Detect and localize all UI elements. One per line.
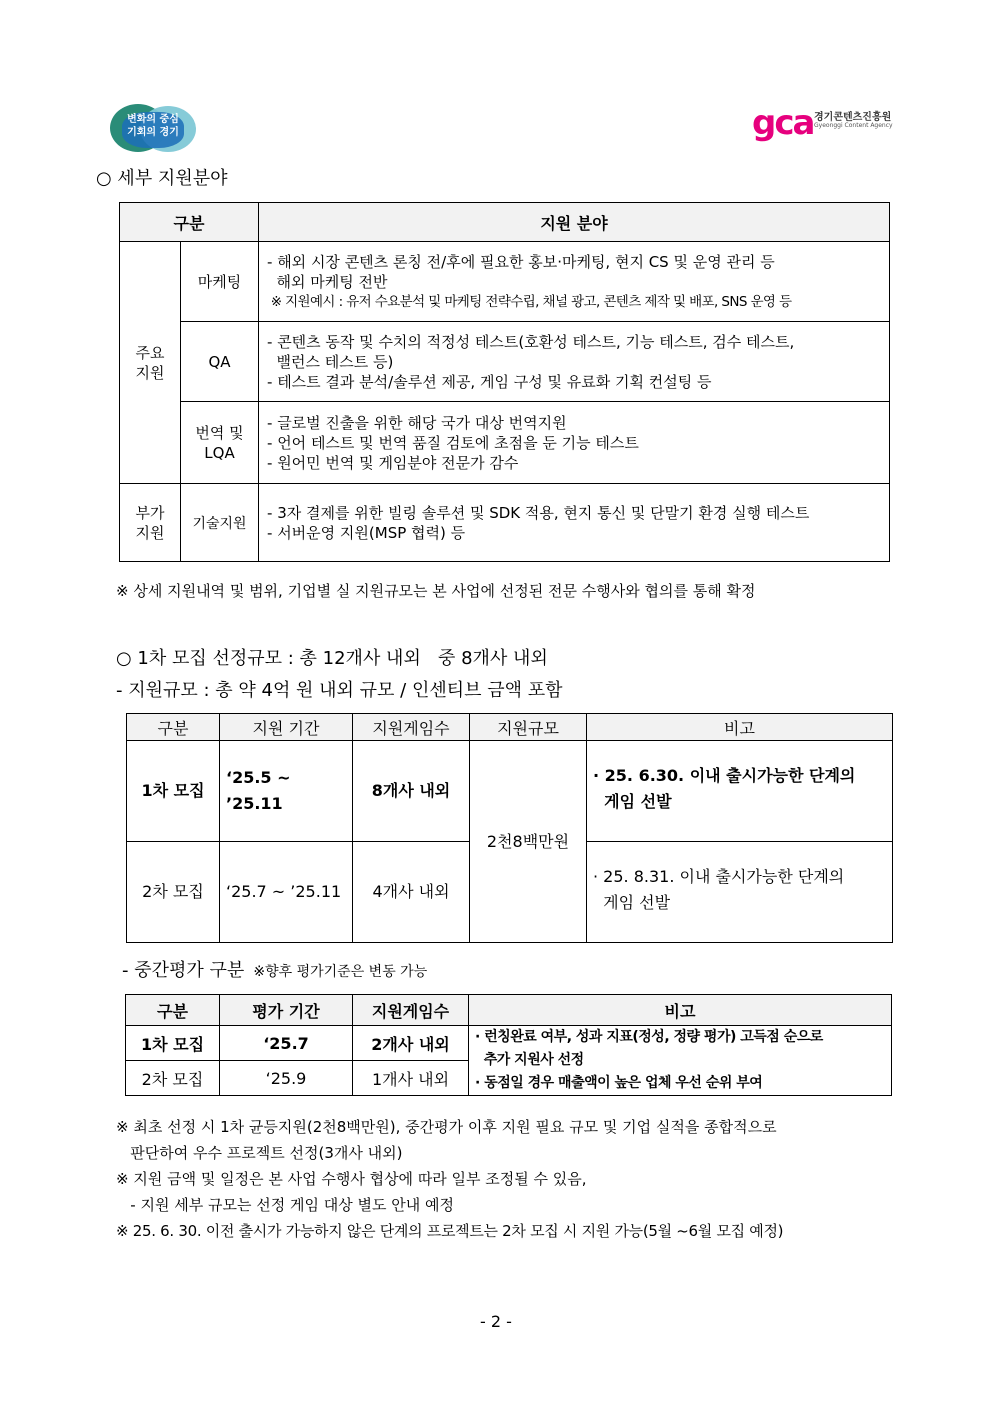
section2-subtitle: - 지원규모 : 총 약 4억 원 내외 규모 / 인센티브 금액 포함	[116, 680, 563, 701]
t3-remark-line: · 동점일 경우 매출액이 높은 업체 우선 순위 부여	[475, 1075, 763, 1091]
right-logo-mark: gca	[752, 103, 814, 143]
t1-line: - 3자 결제를 위한 빌링 솔루션 및 SDK 적용, 현지 통신 및 단말기 환경 실행 테스트	[267, 503, 810, 522]
left-logo	[110, 102, 198, 154]
t2-remark-line: · 25. 6.30. 이내 출시가능한 단계의	[593, 766, 856, 785]
t2-count: 8개사 내외	[353, 741, 470, 842]
t2-header: 비고	[587, 714, 893, 741]
t3-remark	[469, 1026, 892, 1096]
t3-period: ‘25.9	[220, 1061, 353, 1096]
t1-line: - 원어민 번역 및 게임분야 전문가 감수	[267, 453, 519, 472]
left-logo-line1: 변화의 중심	[127, 114, 179, 125]
t2-header: 지원게임수	[353, 714, 470, 741]
t1-line: - 해외 시장 콘텐츠 론칭 전/후에 필요한 홍보·마케팅, 현지 CS 및 운영 관리 등	[267, 252, 775, 271]
t1-row-desc	[259, 322, 890, 402]
t1-row-category: QA	[181, 322, 259, 402]
t2-header: 지원규모	[470, 714, 587, 741]
note-line: ※ 지원 금액 및 일정은 본 사업 수행사 협상에 따라 일부 조정될 수 있음,	[116, 1170, 587, 1188]
t1-row-category: 번역 및 LQA	[181, 402, 259, 484]
t3-round: 1차 모집	[126, 1026, 220, 1061]
t2-period: ‘25.5 ~ ’25.11	[220, 741, 353, 842]
t2-remark-line: 게임 선발	[593, 893, 671, 912]
t1-line: - 테스트 결과 분석/솔루션 제공, 게임 구성 및 유료화 기획 컨설팅 등	[267, 372, 712, 391]
support-area-table	[119, 202, 890, 562]
right-logo	[752, 104, 902, 144]
t3-period: ‘25.7	[220, 1026, 353, 1061]
t3-header: 비고	[469, 995, 892, 1026]
t2-scale: 2천8백만원	[470, 741, 587, 943]
note-line: ※ 25. 6. 30. 이전 출시가 가능하지 않은 단계의 프로젝트는 2차 모집 시 지원 가능(5월 ~6월 모집 예정)	[116, 1222, 784, 1240]
t2-round: 1차 모집	[127, 741, 220, 842]
left-logo-line2: 기회의 경기	[127, 127, 179, 138]
right-logo-eng: Gyeonggi Content Agency	[814, 122, 893, 129]
page-number: - 2 -	[480, 1312, 512, 1331]
note-line: 판단하여 우수 프로젝트 선정(3개사 내외)	[116, 1144, 403, 1162]
t1-group-extra: 부가 지원	[120, 484, 181, 562]
t2-remark-line: 게임 선발	[593, 792, 672, 811]
t3-round: 2차 모집	[126, 1061, 220, 1096]
t1-header-area: 지원 분야	[259, 203, 890, 242]
t1-line: - 콘텐츠 동작 및 수치의 적정성 테스트(호환성 테스트, 기능 테스트, 검수 테스트,	[267, 332, 795, 351]
t3-header: 구분	[126, 995, 220, 1026]
section1-title: ○ 세부 지원분야	[96, 168, 228, 189]
t3-header: 지원게임수	[353, 995, 469, 1026]
t1-row-category: 마케팅	[181, 242, 259, 322]
t1-line: 해외 마케팅 전반	[267, 272, 388, 291]
t2-remark	[587, 741, 893, 842]
t1-header-category: 구분	[120, 203, 259, 242]
interim-eval-table	[125, 994, 892, 1096]
t2-period: ‘25.7 ~ ’25.11	[220, 842, 353, 943]
t1-row-desc	[259, 484, 890, 562]
section3-title: - 중간평가 구분	[122, 960, 245, 981]
t1-line: - 글로벌 진출을 위한 해당 국가 대상 번역지원	[267, 413, 567, 432]
t2-header: 지원 기간	[220, 714, 353, 741]
section3-heading	[122, 956, 427, 982]
t1-line: 밸런스 테스트 등)	[267, 352, 394, 371]
note-line: ※ 최초 선정 시 1차 균등지원(2천8백만원), 중간평가 이후 지원 필요 규모 및 기업 실적을 종합적으로	[116, 1118, 777, 1136]
t3-remark-line: 추가 지원사 선정	[475, 1052, 584, 1068]
t3-count: 2개사 내외	[353, 1026, 469, 1061]
t3-header: 평가 기간	[220, 995, 353, 1026]
t1-row-desc	[259, 402, 890, 484]
section3-title-note: ※향후 평가기준은 변동 가능	[253, 964, 428, 980]
t2-round: 2차 모집	[127, 842, 220, 943]
selection-scale-table	[126, 713, 893, 943]
t1-row-desc	[259, 242, 890, 322]
note-line: - 지원 세부 규모는 선정 게임 대상 별도 안내 예정	[116, 1196, 454, 1214]
t1-line: - 서버운영 지원(MSP 협력) 등	[267, 523, 466, 542]
section2-title: ○ 1차 모집 선정규모 : 총 12개사 내외 중 8개사 내외	[116, 648, 548, 669]
section1-note: ※ 상세 지원내역 및 범위, 기업별 실 지원규모는 본 사업에 선정된 전문 수행사와 협의를 통해 확정	[116, 582, 756, 600]
right-logo-name: 경기콘텐츠진흥원	[814, 112, 892, 123]
t2-header: 구분	[127, 714, 220, 741]
t1-row-category: 기술지원	[181, 484, 259, 562]
t3-count: 1개사 내외	[353, 1061, 469, 1096]
t2-remark-line: · 25. 8.31. 이내 출시가능한 단계의	[593, 867, 845, 886]
t3-remark-line: · 런칭완료 여부, 성과 지표(정성, 정량 평가) 고득점 순으로	[475, 1029, 823, 1045]
t2-count: 4개사 내외	[353, 842, 470, 943]
t1-group-main: 주요 지원	[120, 242, 181, 484]
t1-line: - 언어 테스트 및 번역 품질 검토에 초점을 둔 기능 테스트	[267, 433, 639, 452]
t2-remark	[587, 842, 893, 943]
t1-line: ※ 지원예시 : 유저 수요분석 및 마케팅 전략수립, 채널 광고, 콘텐츠 제작 및 배포, SNS 운영 등	[267, 293, 792, 310]
